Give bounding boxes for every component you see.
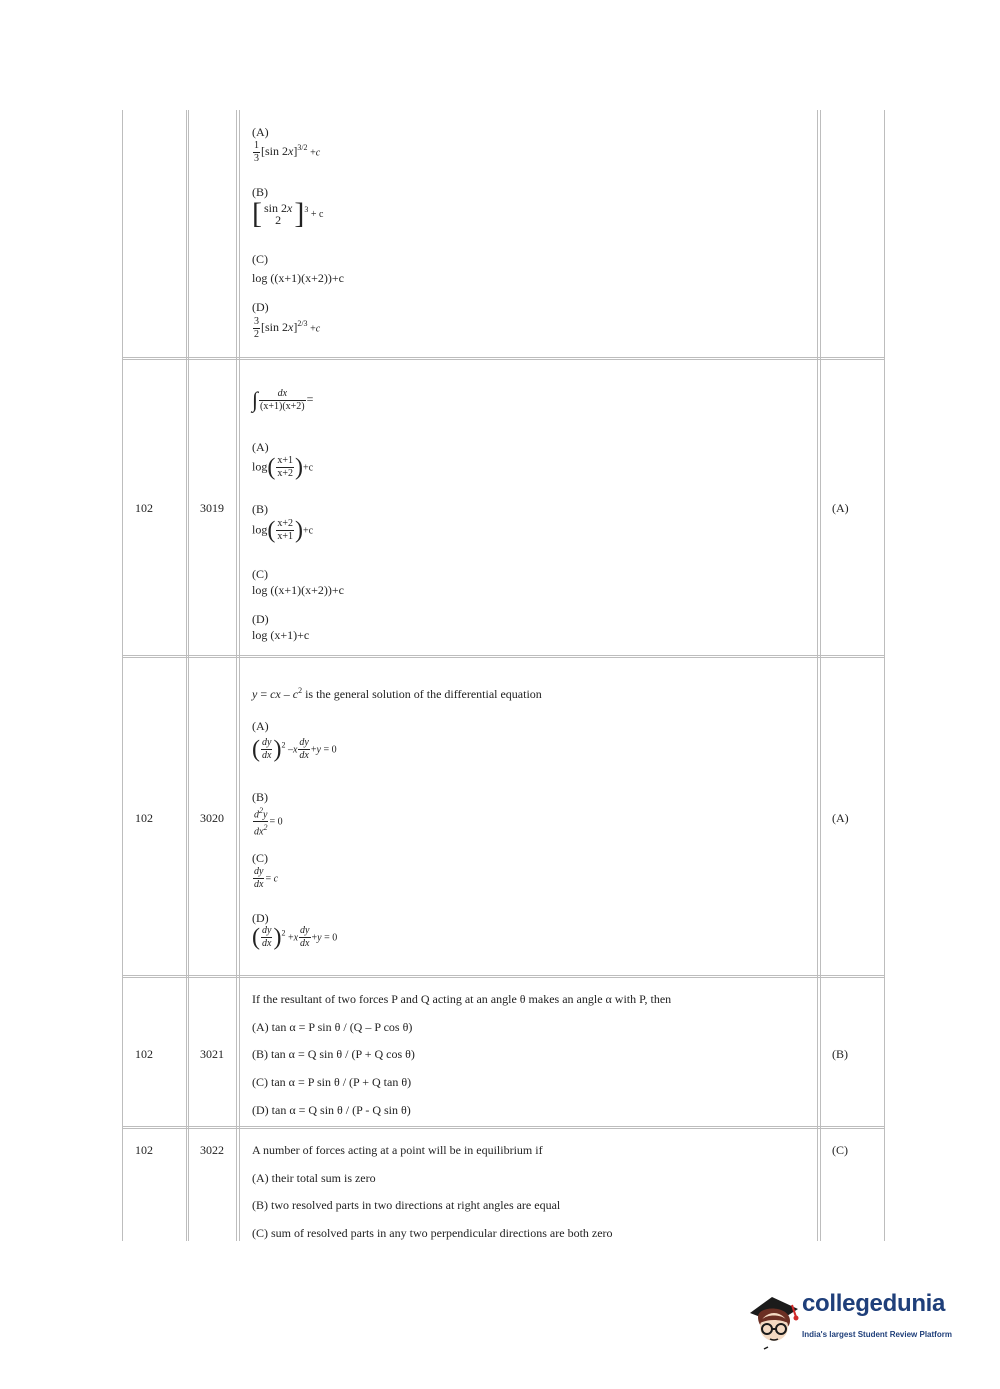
answer: (A) [832, 501, 849, 515]
option-b-math: log( $\frac{x+2}{x+1}$ )+c [252, 517, 314, 544]
option-a-math: log( $\frac{x+1}{x+2}$ )+c [252, 454, 314, 481]
option-a-math: $\frac{1}{3}$ [sin 2x]$^{3/2}$ +c [254, 140, 321, 164]
option-text: (C) sum of resolved parts in any two perpendicular directions are both zero [252, 1226, 613, 1240]
question-number: 3022 [200, 1143, 224, 1157]
option-text: (A) tan α = P sin θ / (Q – P cos θ) [252, 1020, 413, 1034]
option-text: (B) tan α = Q sin θ / (P + Q cos θ) [252, 1047, 415, 1061]
option-label: (A) [252, 440, 269, 454]
table-border [820, 110, 821, 1241]
question-text: A number of forces acting at a point will be in equilibrium if [252, 1143, 543, 1157]
row-separator [122, 357, 885, 360]
option-d-text: log (x+1)+c [252, 628, 310, 642]
option-label: (D) [252, 911, 269, 925]
option-b-math: $\frac{d^2y}{dx^2}$ = 0 [254, 806, 283, 838]
subject-code: 102 [135, 501, 153, 515]
option-label: (C) [252, 252, 268, 266]
table-border [236, 110, 237, 1241]
table-border [817, 110, 818, 1241]
option-label: (C) [252, 851, 268, 865]
table-border [239, 110, 240, 1241]
option-label: (B) [252, 185, 268, 199]
option-label: (B) [252, 790, 268, 804]
answer: (C) [832, 1143, 848, 1157]
option-label: (D) [252, 612, 269, 626]
question-text: y = cx – $c^2$ is the general solution of the differential equation [252, 686, 542, 701]
row-separator [122, 975, 885, 978]
table-border [188, 110, 189, 1241]
option-c-text: log ((x+1)(x+2))+c [252, 583, 344, 597]
option-label: (D) [252, 300, 269, 314]
option-label: (B) [252, 502, 268, 516]
option-text: (D) tan α = Q sin θ / (P - Q sin θ) [252, 1103, 411, 1117]
option-b-math: [ sin 2x 2 ]$^3$ + c [252, 197, 324, 230]
table-border-left [122, 110, 123, 1241]
option-label: (A) [252, 125, 269, 139]
option-text: (A) their total sum is zero [252, 1171, 376, 1185]
option-d-math: $\frac{3}{2}$ [sin 2x]$^{2/3}$ +c [254, 316, 321, 340]
option-a-math: ( $\frac{dy}{dx}$ )$^2$ –x $\frac{dy}{dx}$ +y = 0 [252, 736, 337, 763]
subject-code: 102 [135, 811, 153, 825]
row-separator [122, 1126, 885, 1129]
question-number: 3019 [200, 501, 224, 515]
question-number: 3020 [200, 811, 224, 825]
question-number: 3021 [200, 1047, 224, 1061]
table-border [186, 110, 187, 1241]
option-text: (C) tan α = P sin θ / (P + Q tan θ) [252, 1075, 412, 1089]
option-text: (B) two resolved parts in two directions at right angles are equal [252, 1198, 561, 1212]
option-c-text: log ((x+1)(x+2))+c [252, 271, 344, 285]
question-text: If the resultant of two forces P and Q acting at an angle θ makes an angle α with P, then [252, 992, 672, 1006]
subject-code: 102 [135, 1047, 153, 1061]
option-c-math: $\frac{dy}{dx}$ = c [254, 866, 279, 890]
option-label: (C) [252, 567, 268, 581]
option-d-math: ( $\frac{dy}{dx}$ )$^2$ +x $\frac{dy}{dx}$ +y = 0 [252, 924, 338, 951]
brand-name: collegedunia [802, 1290, 946, 1317]
question-math: ∫ $\frac{dx}{(x+1)(x+2)}$ = [252, 387, 314, 412]
answer: (B) [832, 1047, 848, 1061]
row-separator [122, 655, 885, 658]
answer: (A) [832, 811, 849, 825]
option-label: (A) [252, 719, 269, 733]
subject-code: 102 [135, 1143, 153, 1157]
brand-tagline: India's largest Student Review Platform [802, 1330, 952, 1339]
table-border-right [884, 110, 885, 1241]
